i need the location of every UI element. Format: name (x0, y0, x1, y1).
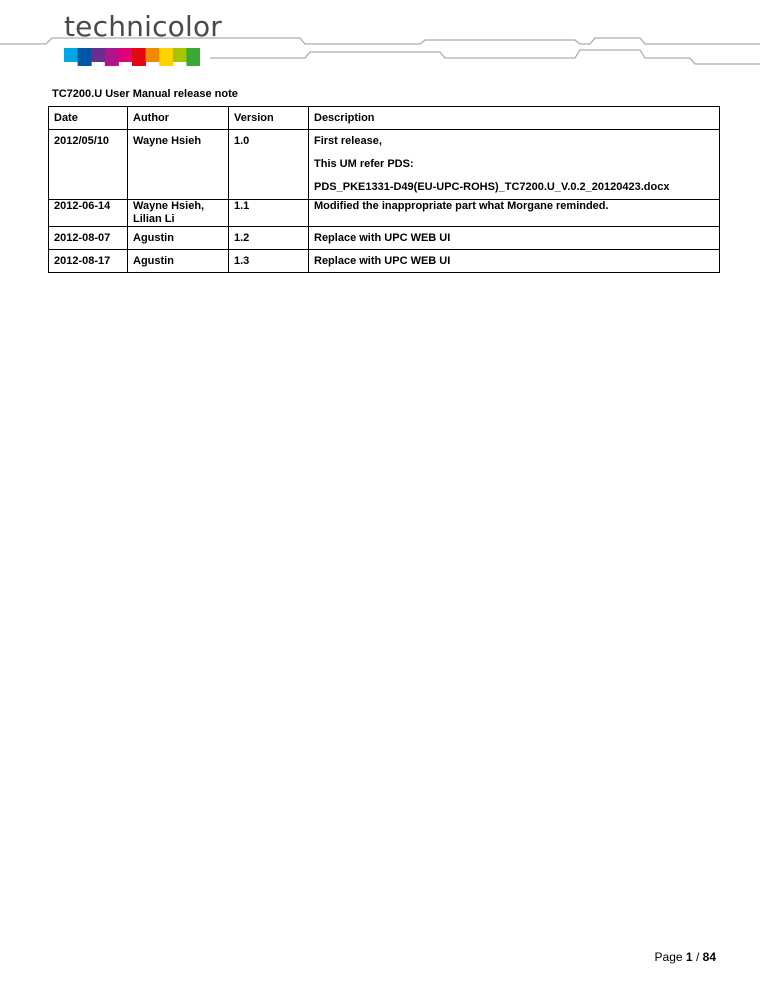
page-separator: / (695, 950, 700, 964)
column-header-description: Description (309, 107, 720, 130)
column-header-version: Version (229, 107, 309, 130)
release-note-table (48, 106, 720, 273)
page-number (655, 950, 716, 964)
cell-author: Wayne Hsieh (128, 130, 229, 200)
logo-color-bar (64, 48, 200, 66)
technicolor-logo: technicolor (64, 10, 223, 43)
cell-version: 1.3 (229, 250, 309, 273)
logo-color-segment (186, 48, 200, 66)
logo-color-segment (132, 48, 146, 66)
logo-color-segment (64, 48, 78, 62)
logo-color-segment (173, 48, 187, 62)
description-line: PDS_PKE1331-D49(EU-UPC-ROHS)_TC7200.U_V.0.2_20120423.docx (314, 181, 670, 193)
page-total: 84 (702, 950, 716, 964)
cell-date: 2012-06-14 (49, 200, 128, 227)
table-row (49, 227, 720, 250)
logo-color-segment (118, 48, 132, 62)
cell-version: 1.0 (229, 130, 309, 200)
table-header-row (49, 107, 720, 130)
cell-version: 1.1 (229, 200, 309, 227)
description-line: This UM refer PDS: (314, 158, 414, 170)
table-row (49, 200, 720, 227)
cell-description (309, 130, 720, 200)
author-line: Lilian Li (133, 213, 175, 225)
cell-author (128, 200, 229, 227)
column-header-author: Author (128, 107, 229, 130)
cell-author: Agustin (128, 227, 229, 250)
cell-description: Modified the inappropriate part what Morgane reminded. (309, 200, 720, 227)
cell-date: 2012-08-07 (49, 227, 128, 250)
cell-description: Replace with UPC WEB UI (309, 227, 720, 250)
cell-version: 1.2 (229, 227, 309, 250)
description-line: First release, (314, 135, 382, 147)
column-header-date: Date (49, 107, 128, 130)
logo-color-segment (146, 48, 160, 62)
cell-date: 2012/05/10 (49, 130, 128, 200)
table-row (49, 250, 720, 273)
author-line: Wayne Hsieh, (133, 200, 205, 212)
cell-author: Agustin (128, 250, 229, 273)
page-label: Page (654, 950, 683, 964)
cell-description: Replace with UPC WEB UI (309, 250, 720, 273)
table-row (49, 130, 720, 200)
logo-color-segment (91, 48, 105, 62)
logo-color-segment (159, 48, 173, 66)
page-current: 1 (685, 950, 693, 964)
logo-color-segment (105, 48, 119, 66)
document-title: TC7200.U User Manual release note (52, 88, 238, 100)
logo-color-segment (78, 48, 92, 66)
cell-date: 2012-08-17 (49, 250, 128, 273)
